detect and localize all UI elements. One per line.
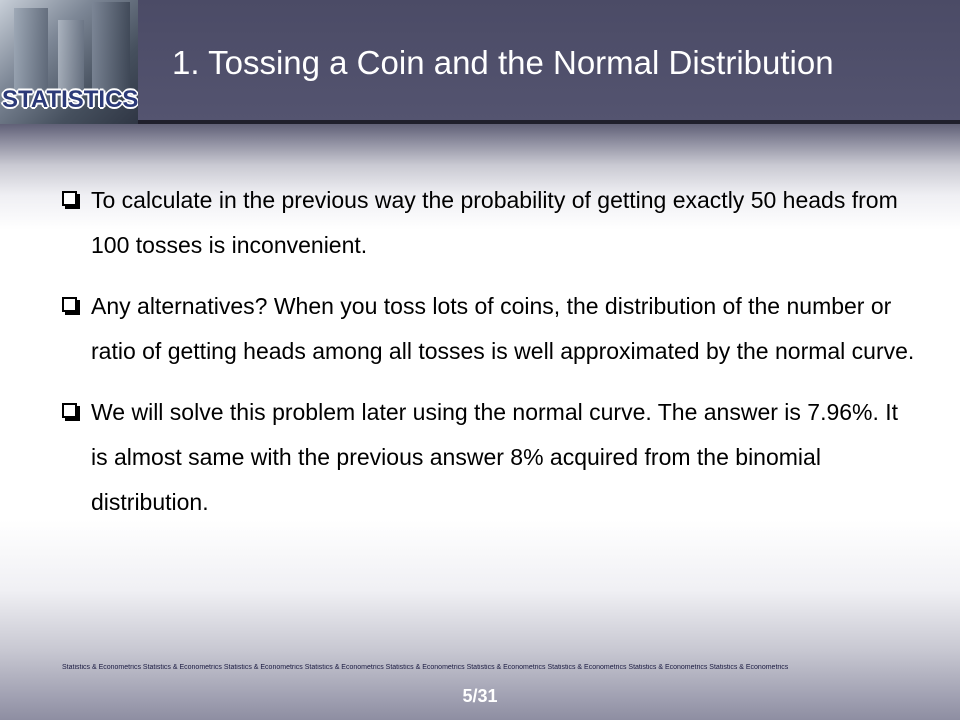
bullet-text: We will solve this problem later using the normal curve. The answer is 7.96%. It is almost same with the previous answer 8% acquired from the binomial distribution.	[91, 399, 899, 515]
bullet-text: To calculate in the previous way the probability of getting exactly 50 heads from 100 tosses is inconvenient.	[91, 187, 898, 258]
logo-building-image	[58, 20, 84, 96]
bullet-item	[60, 178, 920, 268]
bullet-item	[60, 390, 920, 525]
bullet-text: Any alternatives? When you toss lots of coins, the distribution of the number or ratio of getting heads among all tosses is well approximated by the normal curve.	[91, 293, 915, 364]
bullet-item	[60, 284, 920, 374]
logo-building-image	[14, 8, 48, 96]
logo-text: STATISTICS	[2, 86, 138, 113]
slide-title: 1. Tossing a Coin and the Normal Distribution	[172, 44, 834, 81]
footer-banner: Statistics & Econometrics Statistics & Econometrics Statistics & Econometrics Statistics & Econometrics Statistics & Econometrics Statistics & Econometrics Statistics & Econometrics Statistics & Econometrics Statistics & Econometrics	[62, 664, 789, 671]
slide-content	[60, 178, 920, 541]
logo-building-image	[92, 2, 130, 96]
checkbox-bullet-icon	[62, 297, 77, 312]
header-divider	[138, 120, 960, 124]
statistics-logo	[0, 0, 138, 124]
slide-header	[0, 0, 960, 124]
page-number: 5/31	[462, 686, 498, 706]
checkbox-bullet-icon	[62, 191, 77, 206]
checkbox-bullet-icon	[62, 403, 77, 418]
